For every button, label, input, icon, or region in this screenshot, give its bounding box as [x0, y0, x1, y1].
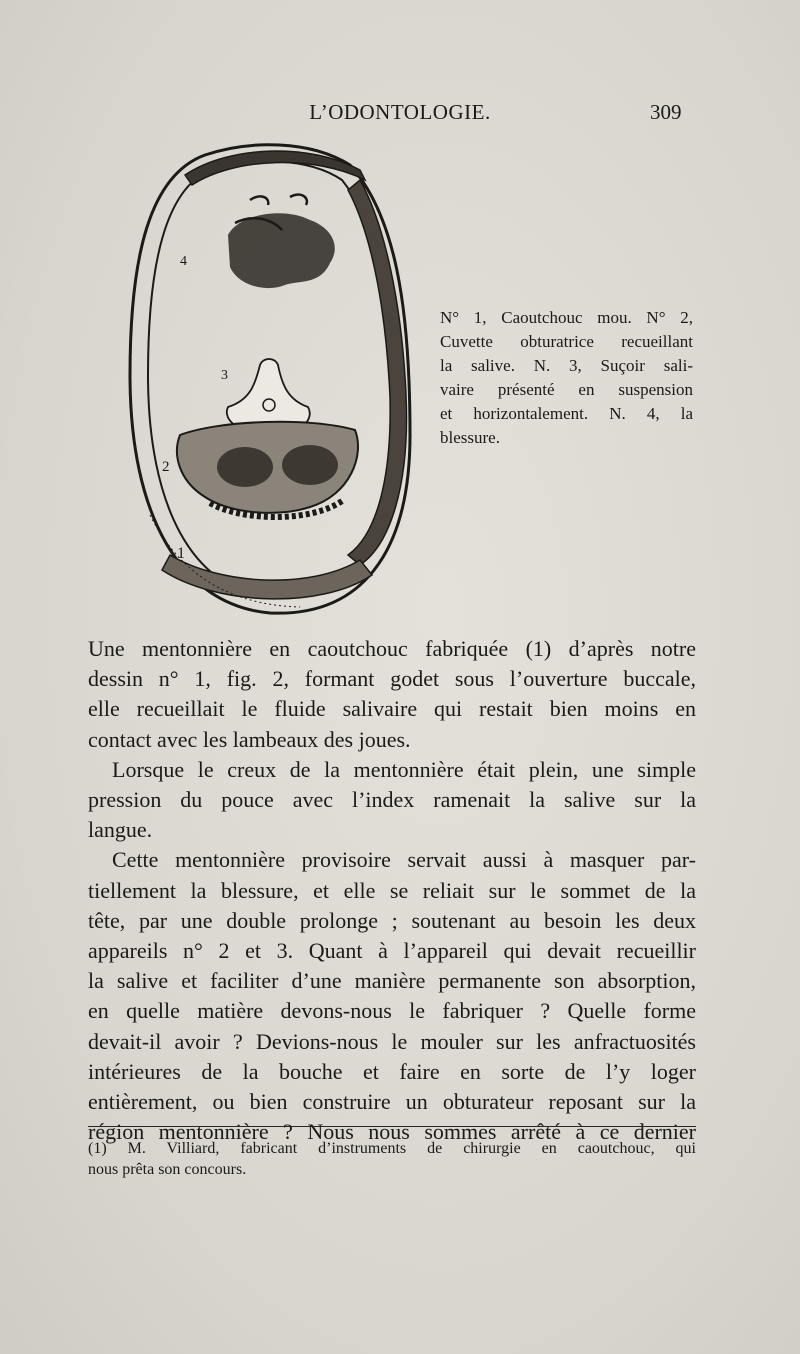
body-line: tête, par une double prolonge ; soutenant au besoin les deux — [88, 907, 696, 933]
figure-wound — [228, 213, 335, 288]
figure-label-2: 2 — [162, 459, 170, 475]
body-line: intérieures de la bouche et faire en sorte de l’y loger — [88, 1058, 696, 1084]
body-line: Cette mentonnière provisoire servait aussi à masquer par- — [112, 847, 696, 873]
caption-line: N° 1, Caoutchouc mou. N° 2, — [440, 308, 693, 327]
figure-side-strap — [348, 180, 407, 565]
footnote-line: nous prêta son concours. — [88, 1161, 247, 1178]
body-line: dessin n° 1, fig. 2, formant godet sous l’ouverture buccale, — [88, 666, 696, 692]
caption-line: blessure. — [440, 428, 500, 447]
body-line: pression du pouce avec l’index ramenait la salive sur la — [88, 787, 696, 813]
body-line: entièrement, ou bien construire un obturateur reposant sur la — [88, 1089, 696, 1115]
figure-head-strap — [185, 151, 365, 185]
body-line: elle recueillait le fluide salivaire qui restait bien moins en — [88, 696, 696, 722]
body-line: appareils n° 2 et 3. Quant à l’appareil qui devait recueillir — [88, 938, 696, 964]
body-line: la salive et faciliter d’une manière permanente son absorption, — [88, 968, 696, 994]
body-line: tiellement la blessure, et elle se reliait sur le sommet de la — [88, 877, 696, 903]
body-line: devait-il avoir ? Devions-nous le mouler sur les anfractuosités — [88, 1028, 696, 1054]
figure-saliva-sucker — [227, 359, 310, 431]
footnote — [88, 1138, 696, 1180]
body-line: Lorsque le creux de la mentonnière était plein, une simple — [112, 756, 696, 782]
figure-label-1: 1 — [177, 545, 185, 562]
figure-caption — [440, 306, 693, 450]
body-line: langue. — [88, 817, 153, 843]
figure-chin-piece — [162, 555, 372, 599]
page-number: 309 — [650, 100, 682, 124]
figure-illustration — [110, 135, 430, 625]
caption-line: vaire présenté en suspension — [440, 380, 693, 399]
body-line: contact avec les lambeaux des joues. — [88, 726, 411, 752]
caption-line: la salive. N. 3, Suçoir sali- — [440, 356, 693, 375]
footnote-divider — [88, 1126, 696, 1127]
body-line: Une mentonnière en caoutchouc fabriquée (1) d’après notre — [88, 636, 696, 661]
body-text — [88, 634, 696, 1147]
footnote-line: (1) M. Villiard, fabricant d’instruments de chirurgie en caoutchouc, qui — [88, 1140, 696, 1157]
running-title: L’ODONTOLOGIE. — [309, 100, 491, 124]
body-line: région mentonnière ? Nous nous sommes arrêté à ce dernier — [88, 1119, 696, 1145]
caption-line: et horizontalement. N. 4, la — [440, 404, 693, 423]
figure-label-3: 3 — [221, 368, 228, 383]
body-line: en quelle matière devons-nous le fabriquer ? Quelle forme — [88, 998, 696, 1024]
figure-label-4: 4 — [180, 254, 187, 269]
caption-line: Cuvette obturatrice recueillant — [440, 332, 693, 351]
